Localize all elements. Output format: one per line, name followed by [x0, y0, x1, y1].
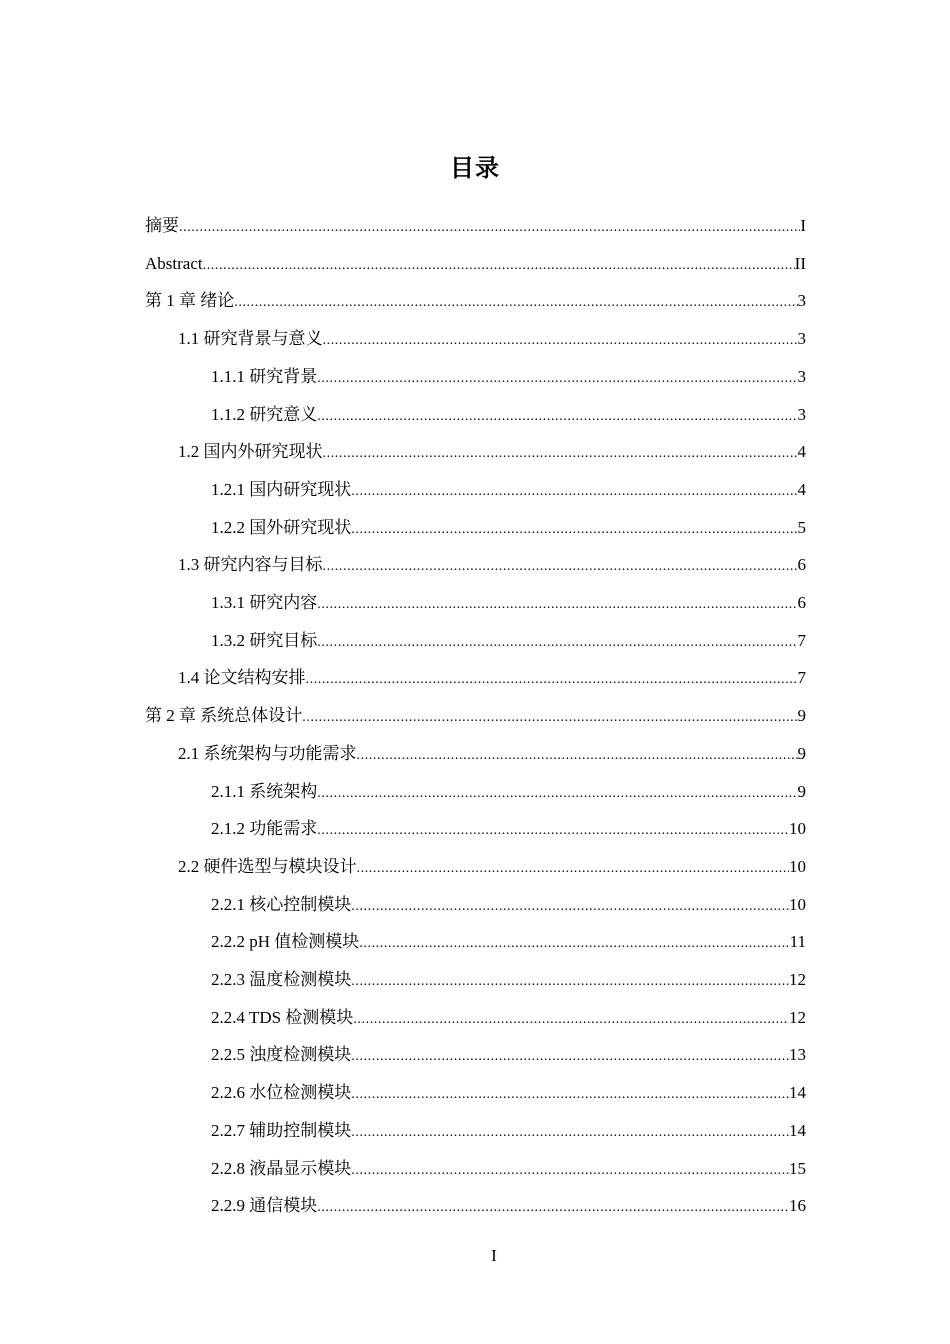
dot-leader — [351, 1159, 789, 1183]
toc-entry-page: 14 — [789, 1083, 806, 1103]
toc-entry-page: 6 — [797, 593, 806, 612]
toc-entry-label: 2.2.6 水位检测模块 — [211, 1081, 351, 1105]
toc-entry-label: 2.2.9 通信模块 — [211, 1194, 317, 1218]
toc-entry[interactable] — [211, 1081, 806, 1105]
toc-entry-page: 13 — [789, 1045, 806, 1065]
toc-entry[interactable] — [211, 1194, 806, 1218]
dot-leader — [323, 555, 798, 579]
toc-entry[interactable] — [211, 365, 806, 389]
toc-entry-label: 2.2.5 浊度检测模块 — [211, 1043, 351, 1067]
toc-entry-label: 2.2.3 温度检测模块 — [211, 968, 351, 992]
toc-entry[interactable] — [211, 591, 806, 615]
toc-entry-label: 摘要 — [145, 214, 179, 238]
dot-leader — [203, 254, 795, 278]
dot-leader — [302, 706, 797, 730]
toc-entry[interactable] — [211, 1043, 806, 1067]
dot-leader — [317, 367, 797, 391]
dot-leader — [323, 442, 798, 466]
dot-leader — [351, 1121, 789, 1145]
toc-entry[interactable] — [178, 742, 806, 766]
toc-entry[interactable] — [211, 1006, 806, 1030]
toc-entry-label: 2.2.1 核心控制模块 — [211, 893, 351, 917]
dot-leader — [351, 895, 789, 919]
toc-entry-label: 2.1.2 功能需求 — [211, 817, 317, 841]
dot-leader — [359, 932, 789, 956]
toc-entry-page: 10 — [789, 819, 806, 839]
toc-entry-label: 2.1.1 系统架构 — [211, 780, 317, 804]
toc-entry[interactable] — [211, 780, 806, 804]
toc-entry-page: 7 — [797, 668, 806, 688]
toc-entry[interactable] — [211, 403, 806, 427]
toc-entry[interactable] — [178, 440, 806, 464]
toc-entry-label: 2.2.8 液晶显示模块 — [211, 1157, 351, 1181]
toc-entry-label: 1.1.2 研究意义 — [211, 403, 317, 427]
toc-entry-page: 9 — [797, 743, 806, 763]
toc-entry-label: 2.1 系统架构与功能需求 — [178, 742, 357, 766]
page-number: I — [491, 1246, 497, 1265]
toc-entry-label: 2.2.4 TDS 检测模块 — [211, 1006, 353, 1030]
toc-entry-page: 16 — [789, 1196, 806, 1216]
toc-entry-label: 1.3 研究内容与目标 — [178, 553, 323, 577]
toc-entry-page: 10 — [789, 856, 806, 876]
dot-leader — [357, 744, 798, 768]
toc-entry[interactable] — [145, 289, 806, 313]
toc-entry[interactable] — [145, 704, 806, 728]
toc-entry-label: 1.4 论文结构安排 — [178, 666, 306, 690]
toc-entry-page: 3 — [797, 366, 806, 386]
toc-entry[interactable] — [211, 893, 806, 917]
toc-entry-page: 3 — [797, 329, 806, 349]
dot-leader — [317, 1196, 789, 1220]
toc-entry[interactable] — [211, 930, 806, 954]
toc-entry[interactable] — [145, 214, 806, 238]
toc-entry-label: 2.2 硬件选型与模块设计 — [178, 855, 357, 879]
toc-entry-page: 12 — [789, 1007, 806, 1027]
toc-entry-label: 1.2.1 国内研究现状 — [211, 478, 351, 502]
toc-entry[interactable] — [178, 666, 806, 690]
toc-entry[interactable] — [178, 855, 806, 879]
toc-entry[interactable] — [211, 817, 806, 841]
toc-entry-label: 1.3.2 研究目标 — [211, 629, 317, 653]
toc-entry-page: 3 — [797, 291, 806, 311]
dot-leader — [317, 782, 797, 806]
toc-entry[interactable] — [178, 327, 806, 351]
toc-entry-page: 9 — [797, 781, 806, 801]
dot-leader — [317, 593, 797, 617]
toc-entry-label: 1.2 国内外研究现状 — [178, 440, 323, 464]
dot-leader — [357, 857, 790, 881]
toc-entry[interactable] — [211, 478, 806, 502]
dot-leader — [179, 216, 800, 240]
toc-entry-label: 1.3.1 研究内容 — [211, 591, 317, 615]
dot-leader — [317, 405, 797, 429]
toc-entry[interactable] — [211, 516, 806, 540]
dot-leader — [353, 1008, 789, 1032]
toc-entry-label: 1.2.2 国外研究现状 — [211, 516, 351, 540]
toc-entry-page: 7 — [797, 630, 806, 650]
toc-entry-page: 9 — [797, 706, 806, 726]
toc-entry-label: 2.2.7 辅助控制模块 — [211, 1119, 351, 1143]
toc-entry-page: 15 — [789, 1158, 806, 1178]
toc-entry[interactable] — [145, 252, 806, 276]
toc-entry-page: 4 — [797, 479, 806, 499]
dot-leader — [234, 291, 797, 315]
toc-entry-label: 第 2 章 系统总体设计 — [145, 704, 302, 728]
toc-entry-page: 10 — [789, 894, 806, 914]
toc-entry[interactable] — [178, 553, 806, 577]
toc-entry-page: 5 — [797, 517, 806, 537]
page-title: 目录 — [450, 154, 500, 182]
toc-entry-label: 第 1 章 绪论 — [145, 289, 234, 313]
dot-leader — [317, 819, 789, 843]
toc-entry-page: 3 — [797, 404, 806, 424]
dot-leader — [351, 1045, 789, 1069]
toc-entry-page: II — [794, 253, 806, 273]
toc-entry-label: 1.1 研究背景与意义 — [178, 327, 323, 351]
toc-entry-page: 6 — [797, 555, 806, 575]
toc-entry-page: 14 — [789, 1120, 806, 1140]
dot-leader — [323, 329, 798, 353]
dot-leader — [306, 668, 798, 692]
toc-entry-label: 1.1.1 研究背景 — [211, 365, 317, 389]
toc-entry[interactable] — [211, 968, 806, 992]
dot-leader — [351, 518, 797, 542]
toc-entry-page: I — [800, 216, 806, 235]
toc-entry-label: 2.2.2 pH 值检测模块 — [211, 930, 359, 954]
toc-entry[interactable] — [211, 1157, 806, 1181]
toc-entry-label: Abstract — [145, 252, 203, 276]
dot-leader — [351, 1083, 789, 1107]
dot-leader — [317, 631, 797, 655]
toc-entry-page: 11 — [789, 932, 806, 952]
toc-entry-page: 4 — [797, 442, 806, 462]
dot-leader — [351, 970, 789, 994]
toc-entry-page: 12 — [789, 970, 806, 989]
toc-entry[interactable] — [211, 629, 806, 653]
dot-leader — [351, 480, 797, 504]
toc-entry[interactable] — [211, 1119, 806, 1143]
